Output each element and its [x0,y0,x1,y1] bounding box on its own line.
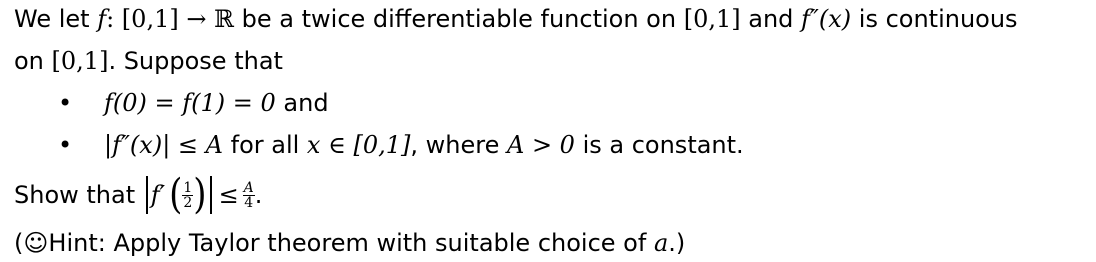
hint-close: .) [668,229,686,257]
constant-expression: A > 0 [506,131,575,159]
leq-sign: ≤ [218,181,239,209]
bullet-item-2 [104,130,744,160]
bullet-1-text: and [275,89,329,117]
boundary-condition: f(0) = f(1) = 0 [104,89,276,117]
intro-line-2 [14,46,283,76]
hint-text: Hint: Apply Taylor theorem with suitable choice of [48,229,654,257]
second-derivative: f″(x) [801,5,852,33]
bullet-item-1 [104,88,329,118]
interval-2: [0,1] [51,47,109,75]
intro-text-4: is continuous [851,5,1018,33]
bullet-dot-1: • [58,89,73,117]
intro-text-1: We let [14,5,98,33]
a-numerator: A [243,179,254,196]
mapping: : [0,1] → ℝ [106,5,235,33]
intro-text-3: and [740,5,802,33]
hint-variable: a [653,229,669,257]
intro-text-6: . Suppose that [108,47,283,75]
four-denominator: 4 [244,194,254,211]
intro-text-5: on [14,47,52,75]
domain-expression: x ∈ [0,1] [306,131,411,159]
hint-line [14,228,685,258]
hint-open: ( [14,229,24,257]
bullet-2-text-1: for all [222,131,307,159]
bound-expression: |f″(x)| ≤ A [104,131,223,159]
show-line [14,171,263,219]
show-label: Show that [14,181,143,209]
half-denominator: 2 [183,194,193,211]
one-half [182,181,193,210]
first-derivative: f′ [150,181,166,209]
paren-right: ) [193,171,207,219]
abs-bar-right [210,176,212,214]
a-over-four [243,181,255,210]
intro-line-1 [14,4,1018,34]
paren-left: ( [169,171,183,219]
interval: [0,1] [683,5,741,33]
bullet-dot-2: • [58,131,73,159]
intro-text-2: be a twice differentiable function on [234,5,684,33]
half-numerator: 1 [183,179,193,196]
bullet-2-text-2: , where [410,131,507,159]
function-symbol: f [97,5,107,33]
abs-bar-left [146,176,148,214]
smiley-icon: ☺ [23,229,49,257]
bullet-2-text-3: is a constant. [574,131,744,159]
period: . [254,181,263,209]
